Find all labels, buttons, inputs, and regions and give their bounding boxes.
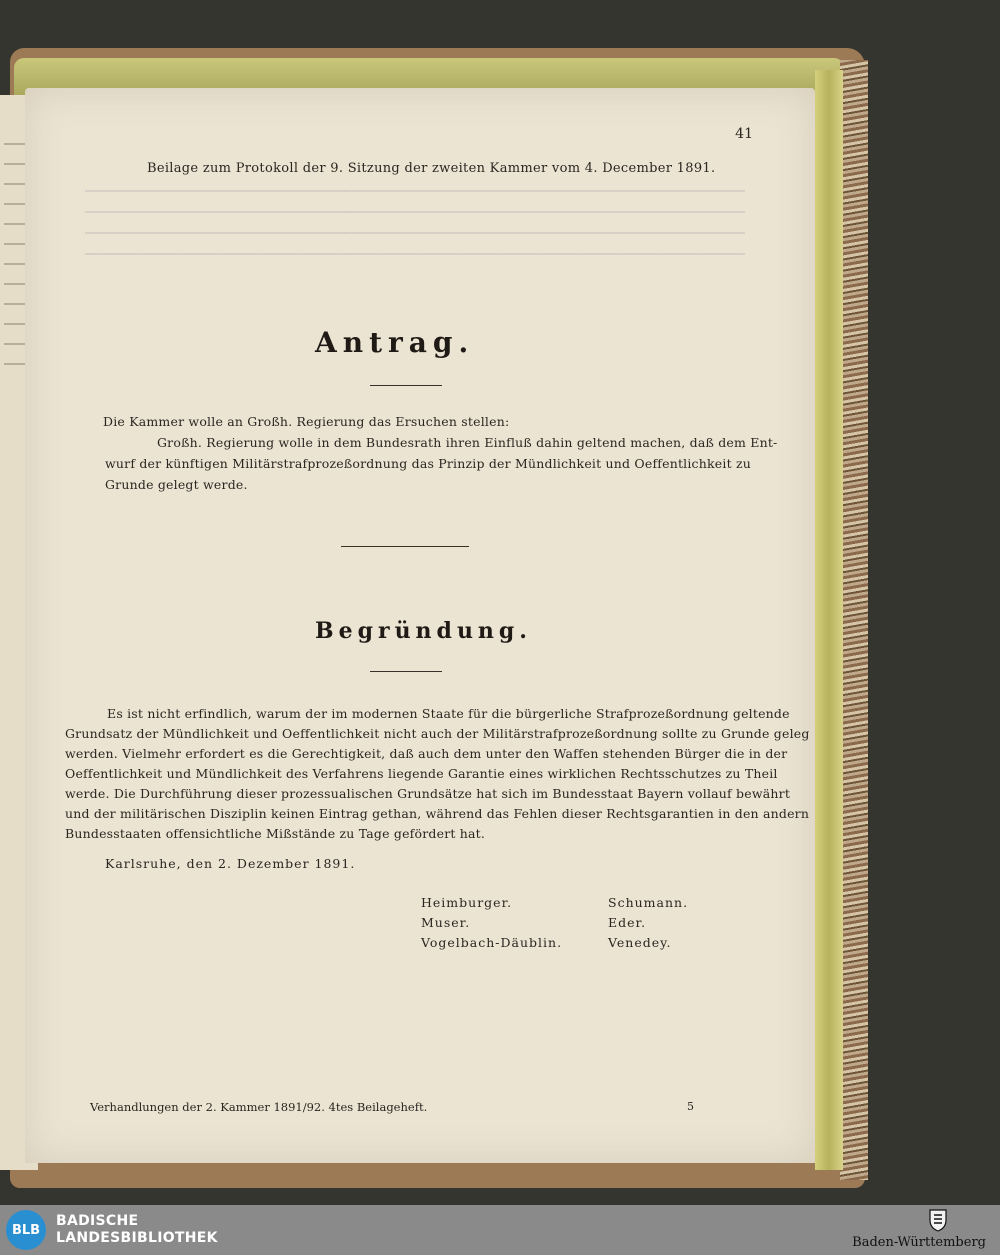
signatory: Eder.: [608, 915, 647, 930]
reason-line: werden. Vielmehr erfordert es die Gerechtigkeit, daß auch dem unter den Waffen stehenden Bürger die in der: [65, 746, 788, 761]
page-number: 41: [735, 126, 753, 142]
marbled-edge: [840, 60, 868, 1180]
reason-line: Bundesstaaten offensichtliche Mißstände zu Tage gefördert hat.: [65, 826, 486, 841]
section-title-divider: [370, 671, 442, 672]
library-branding-bar: [0, 1205, 1000, 1255]
library-name-line1: BADISCHE: [56, 1213, 139, 1229]
section-title: Begründung.: [315, 618, 532, 644]
reason-line: Oeffentlichkeit und Mündlichkeit des Verfahrens liegende Garantie eines wirklichen Rechtsschutzes zu Theil: [65, 766, 778, 781]
title-divider: [370, 385, 442, 386]
bleed-through-texture: ▔▔▔▔▔▔▔▔▔▔▔▔▔▔▔▔▔▔▔▔▔▔▔▔▔▔▔▔▔▔▔▔▔▔▔▔▔▔▔▔▔▔▔▔▔▔▔▔▔▔▔▔▔▔▔▔▔▔▔▔▔▔▔▔▔▔ ▔▔▔▔▔▔▔▔▔▔▔▔▔▔▔▔▔▔▔▔▔▔▔▔▔▔▔▔▔▔▔▔▔▔▔▔▔▔▔▔▔▔▔▔▔▔▔▔▔▔▔▔▔▔▔▔▔▔▔▔▔▔▔▔▔▔ ▔▔▔▔▔▔▔▔▔▔▔▔▔▔▔▔▔▔▔▔▔▔▔▔▔▔▔▔▔▔▔▔▔▔▔▔▔▔▔▔▔▔▔▔▔▔▔▔▔▔▔▔▔▔▔▔▔▔▔▔▔▔▔▔▔▔ ▔▔▔▔▔▔▔▔▔▔▔▔▔▔▔▔▔▔▔▔▔▔▔▔▔▔▔▔▔▔▔▔▔▔▔▔▔▔▔▔▔▔▔▔▔▔▔▔▔▔▔▔▔▔▔▔▔▔▔▔▔▔▔▔▔▔: [85, 191, 745, 269]
signatory: Muser.: [421, 915, 471, 930]
page-footer: Verhandlungen der 2. Kammer 1891/92. 4tes Beilageheft.: [90, 1100, 428, 1114]
motion-intro: Die Kammer wolle an Großh. Regierung das Ersuchen stellen:: [103, 414, 510, 429]
blb-logo[interactable]: BLB: [6, 1210, 46, 1250]
gilt-side-edge: [815, 70, 843, 1170]
coat-of-arms-icon: [928, 1208, 948, 1232]
reason-line: und der militärischen Disziplin keinen Eintrag gethan, während das Fehlen dieser Rechtsgarantien in den andern: [65, 806, 810, 821]
signatory: Vogelbach-Däublin.: [421, 935, 563, 950]
signatory: Heimburger.: [421, 895, 513, 910]
motion-line: Großh. Regierung wolle in dem Bundesrath ihren Einfluß dahin geltend machen, daß dem Ent-: [157, 435, 778, 450]
signatory: Schumann.: [608, 895, 689, 910]
motion-line: wurf der künftigen Militärstrafprozeßordnung das Prinzip der Mündlichkeit und Oeffentlichkeit zu: [105, 456, 752, 471]
section-divider: [341, 546, 469, 547]
footer-signature-mark: 5: [687, 1100, 694, 1113]
page-title: Antrag.: [315, 326, 475, 359]
place-date: Karlsruhe, den 2. Dezember 1891.: [105, 856, 356, 871]
reason-line: Es ist nicht erfindlich, warum der im modernen Staate für die bürgerliche Strafprozeßordnung geltende: [107, 706, 790, 721]
motion-line: Grunde gelegt werde.: [105, 477, 248, 492]
signatory: Venedey.: [608, 935, 672, 950]
library-name: [56, 1213, 218, 1247]
page-header: Beilage zum Protokoll der 9. Sitzung der zweiten Kammer vom 4. December 1891.: [147, 161, 716, 176]
reason-line: werde. Die Durchführung dieser prozessualischen Grundsätze hat sich im Bundesstaat Bayern vollauf bewährt: [65, 786, 791, 801]
library-name-line2: LANDESBIBLIOTHEK: [56, 1230, 218, 1246]
reason-line: Grundsatz der Mündlichkeit und Oeffentlichkeit nicht auch der Militärstrafprozeßordnung sollte zu Grunde geleg: [65, 726, 810, 741]
document-page: [25, 88, 815, 1163]
region-label: Baden-Württemberg: [852, 1235, 986, 1250]
